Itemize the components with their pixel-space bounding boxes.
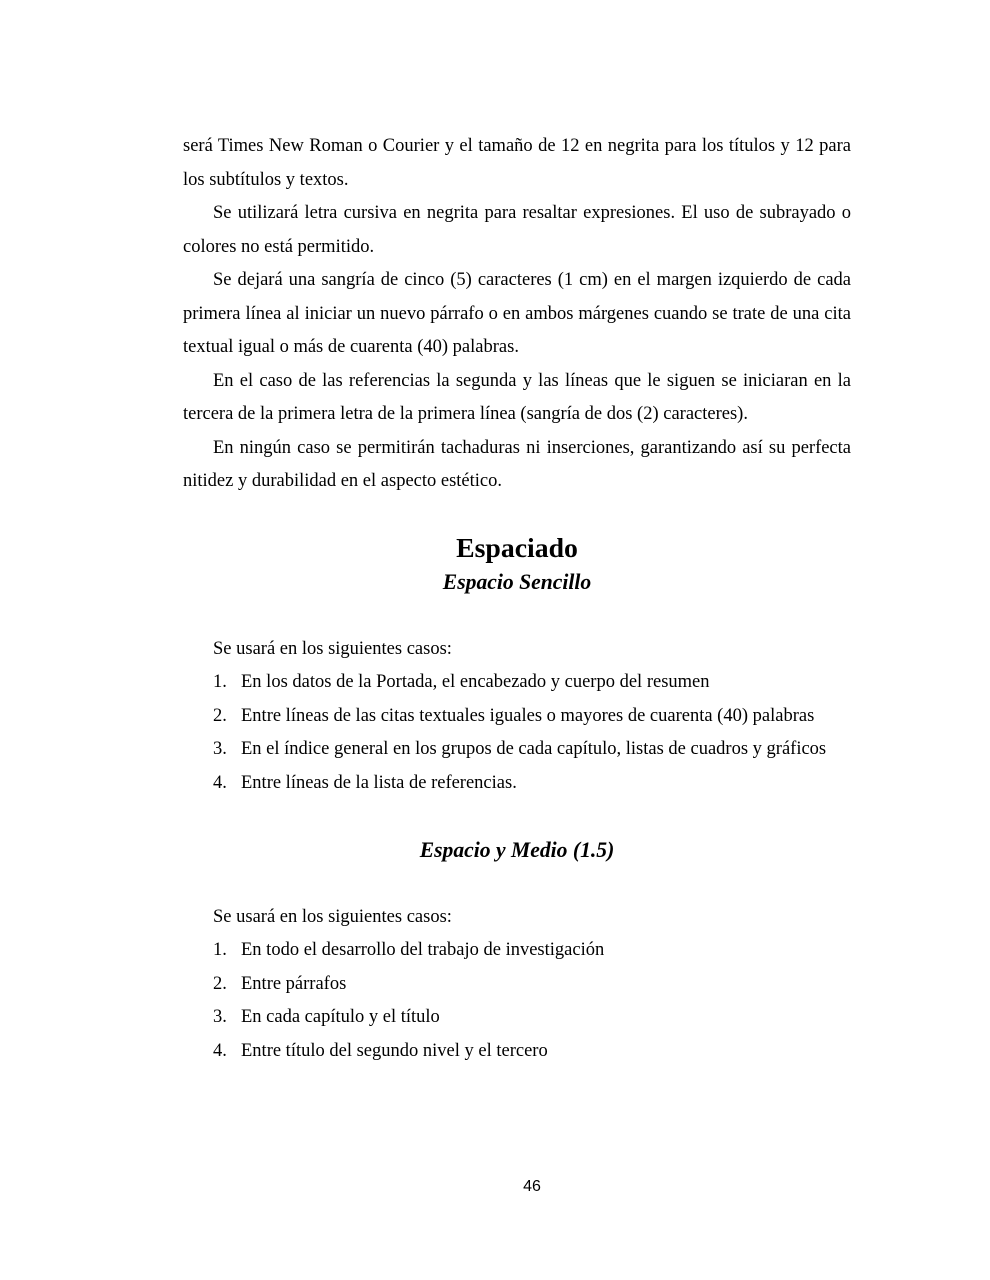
list-item [183,733,851,767]
list-number: 2. [213,973,227,994]
list-item [183,934,851,968]
list-number: 3. [213,739,227,759]
list-number: 1. [213,672,227,692]
list-number: 4. [213,772,227,793]
one-half-intro: Se usará en los siguientes casos: [213,906,452,927]
subsection-title-single: Espacio Sencillo [442,569,592,594]
list-text: En todo el desarrollo del trabajo de investigación [241,940,605,960]
list-text: Entre líneas de la lista de referencias. [241,772,517,793]
page-body [183,130,851,1068]
single-spacing-list [183,666,851,800]
list-item [183,666,851,700]
page-number: 46 [523,1178,541,1195]
list-number: 1. [213,940,227,960]
list-number: 2. [213,705,227,726]
paragraph-italic-bold: Se utilizará letra cursiva en negrita para resaltar expresiones. El uso de subrayado o colores no está permitido. [183,203,851,257]
list-text: Entre líneas de las citas textuales iguales o mayores de cuarenta (40) palabras [241,705,815,726]
paragraph-font: será Times New Roman o Courier y el tamaño de 12 en negrita para los títulos y 12 para los subtítulos y textos. [183,136,851,190]
single-intro: Se usará en los siguientes casos: [213,638,452,659]
list-text: En cada capítulo y el título [241,1007,440,1027]
subsection-title-one-half: Espacio y Medio (1.5) [419,837,615,862]
list-text: En los datos de la Portada, el encabezado y cuerpo del resumen [241,672,710,692]
paragraph-indentation: Se dejará una sangría de cinco (5) caracteres (1 cm) en el margen izquierdo de cada primera línea al iniciar un nuevo párrafo o en ambos márgenes cuando se trate de una cita textual igual o más de cuarenta (40) palabras. [183,270,851,357]
list-text: Entre párrafos [241,973,347,994]
list-number: 3. [213,1007,227,1027]
list-text: En el índice general en los grupos de cada capítulo, listas de cuadros y gráficos [241,739,827,759]
paragraph-references: En el caso de las referencias la segunda y las líneas que le siguen se iniciaran en la tercera de la primera letra de la primera línea (sangría de dos (2) caracteres). [183,370,851,424]
one-half-spacing-list [183,934,851,1068]
spacer [183,800,851,834]
section-title: Espaciado [456,533,578,564]
list-number: 4. [213,1040,227,1061]
list-item [183,1001,851,1035]
list-item [183,767,851,801]
spacer [183,499,851,533]
spacer [183,867,851,901]
list-item [183,1035,851,1069]
list-item [183,700,851,734]
list-item [183,968,851,1002]
spacer [183,599,851,633]
list-text: Entre título del segundo nivel y el tercero [241,1040,548,1061]
paragraph-no-erasures: En ningún caso se permitirán tachaduras ni inserciones, garantizando así su perfecta nitidez y durabilidad en el aspecto estético. [183,437,851,491]
